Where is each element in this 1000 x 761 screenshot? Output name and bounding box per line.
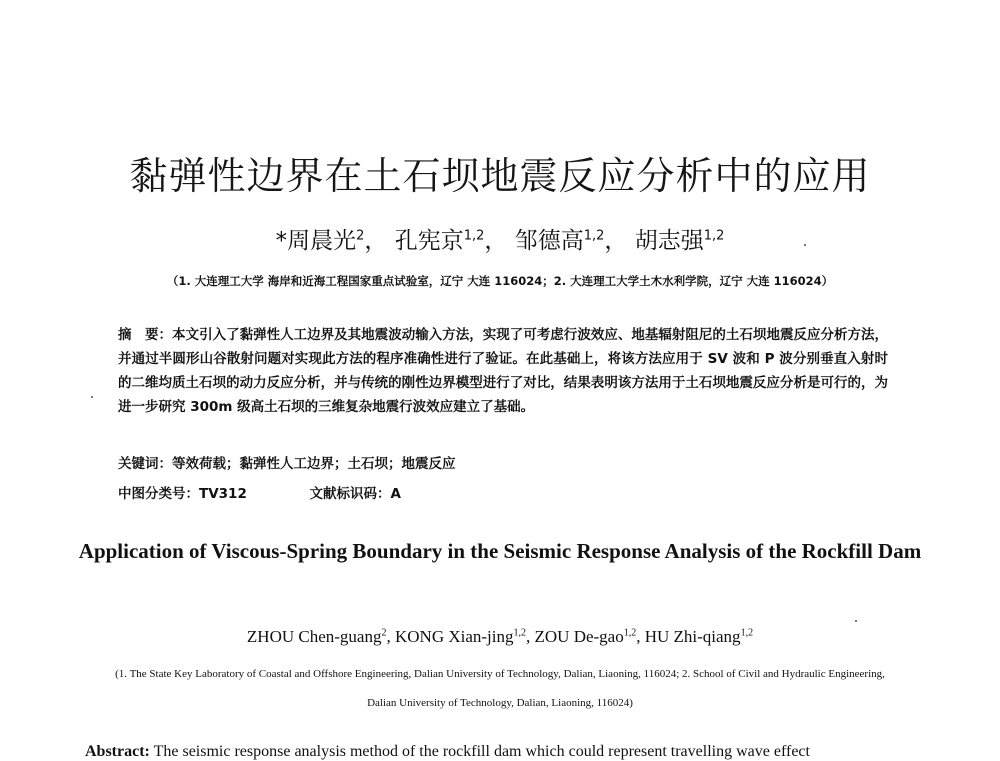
classification-line [118, 482, 898, 502]
author-zhou-prefix: * [275, 228, 288, 254]
en-author-hu-affil: 1,2 [740, 627, 754, 639]
en-author-kong-affil: 1,2 [513, 627, 526, 639]
class-label: 中图分类号： [118, 486, 199, 502]
english-title: Application of Viscous-Spring Boundary in the Seismic Response Analysis of the Rockfill Dam [78, 539, 922, 563]
author-zou-affil: 1,2 [583, 228, 605, 244]
author-zou: 邹德高 [514, 228, 584, 254]
keywords-value: 等效荷载；黏弹性人工边界；土石坝；地震反应 [172, 456, 456, 472]
en-author-zhou: ZHOU Chen-guang [246, 627, 382, 646]
abstract-label: 摘 要： [118, 327, 173, 343]
chinese-abstract [118, 323, 888, 419]
en-author-hu: HU Zhi-qiang [644, 627, 741, 646]
en-author-kong: KONG Xian-jing [394, 627, 514, 646]
en-author-zou-affil: 1,2 [623, 627, 637, 639]
abstract-text: 本文引入了黏弹性人工边界及其地震波动输入方法，实现了可考虑行波效应、地基辐射阻尼的土石坝地震反应分析方法，并通过半圆形山谷散射问题对实现此方法的程序准确性进行了验证。在此基础上，将该方法应用于 SV 波和 P 波分别垂直入射时的二维均质土石坝的动力反应分析，并与传统的刚性边界模型进行了对比，结果表明该方法用于土石坝地震反应分析是可行的，为进一步研究 300m 级高土石坝的三维复杂地震行波效应建立了基础。 [118, 327, 889, 415]
keywords-label: 关键词： [118, 456, 172, 472]
english-abstract [85, 743, 915, 761]
en-author-zou: ZOU De-gao [534, 627, 624, 646]
class-value: TV312 [199, 486, 247, 502]
author-hu-affil: 1,2 [703, 228, 725, 244]
keywords-line [118, 452, 898, 472]
en-author-separator: , [526, 627, 535, 646]
author-separator: ， [484, 228, 508, 254]
author-hu: 胡志强 [634, 228, 704, 254]
en-author-zhou-affil: 2 [381, 627, 387, 639]
en-author-separator: , [386, 627, 395, 646]
en-abstract-text: The seismic response analysis method of the rockfill dam which could represent travelling wave effect [149, 743, 810, 760]
author-kong-affil: 1,2 [463, 228, 485, 244]
chinese-affiliation: （1. 大连理工大学 海岸和近海工程国家重点试验室，辽宁 大连 116024；2. 大连理工大学土木水利学院，辽宁 大连 116024） [166, 274, 834, 288]
author-separator: ， [604, 228, 628, 254]
author-zhou: 周晨光 [287, 228, 357, 254]
chinese-title: 黏弹性边界在土石坝地震反应分析中的应用 [129, 154, 871, 198]
scan-speck [804, 244, 806, 246]
doc-code-value: A [390, 486, 401, 502]
scan-speck [855, 620, 857, 622]
chinese-authors [0, 222, 1000, 255]
english-affiliation: (1. The State Key Laboratory of Coastal and Offshore Engineering, Dalian University of Technology, Dalian, Liaoning, 116024; 2. School of Civil and Hydraulic Engineering, Dalian University of Technology, Dalian, Liaoning, 116024) [115, 668, 885, 709]
author-kong: 孔宪京 [394, 228, 464, 254]
english-authors [0, 627, 1000, 647]
author-separator: ， [364, 228, 388, 254]
doc-code-label: 文献标识码： [309, 486, 391, 502]
en-abstract-label: Abstract: [85, 743, 150, 760]
en-author-separator: , [636, 627, 645, 646]
scan-speck [91, 396, 93, 398]
author-zhou-affil: 2 [356, 228, 365, 244]
